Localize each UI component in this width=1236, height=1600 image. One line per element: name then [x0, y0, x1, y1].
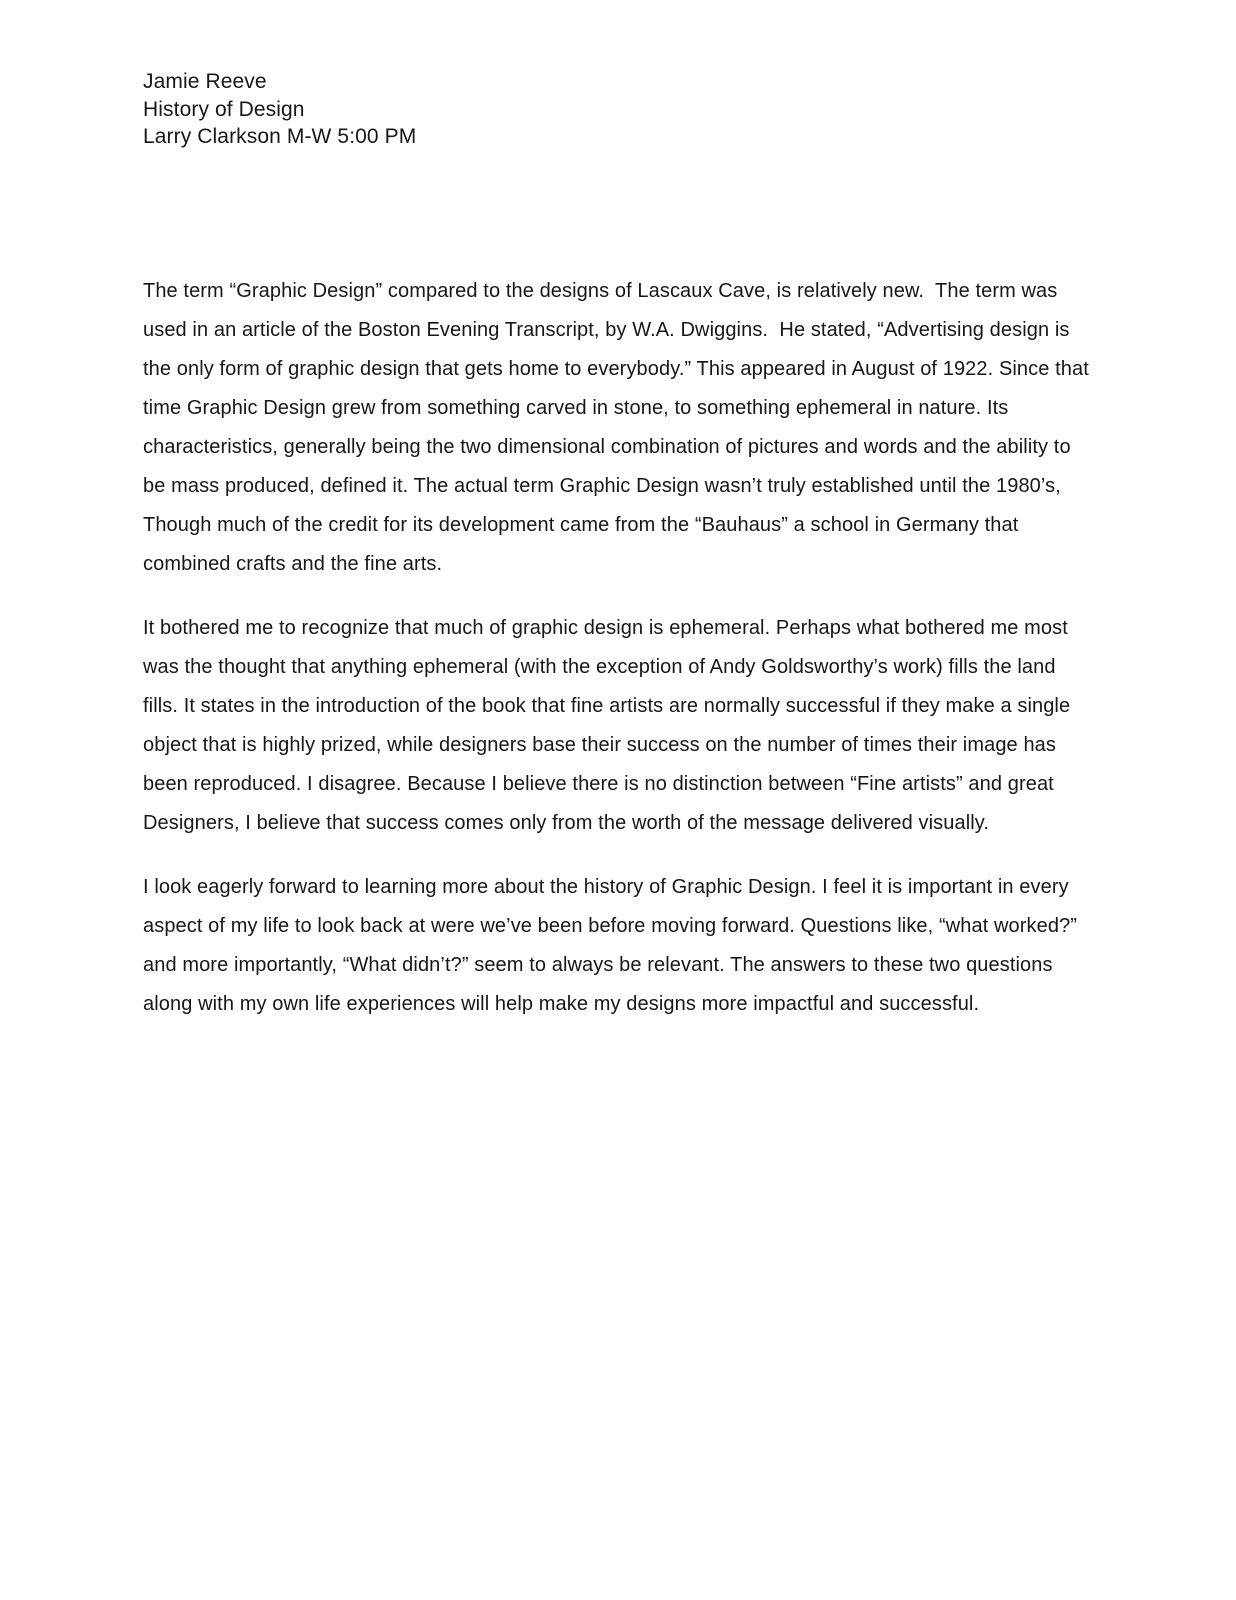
course-title: History of Design [143, 97, 305, 121]
document-body [143, 272, 1095, 1024]
paragraph-intro: The term “Graphic Design” compared to the designs of Lascaux Cave, is relatively new. The term was used in an article of the Boston Evening Transcript, by W.A. Dwiggins. He stated, “Advertising design is the only form of graphic design that gets home to everybody.” This appeared in August of 1922. Since that time Graphic Design grew from something carved in stone, to something ephemeral in nature. Its characteristics, generally being the two dimensional combination of pictures and words and the ability to be mass produced, defined it. The actual term Graphic Design wasn’t truly established until the 1980’s, Though much of the credit for its development came from the “Bauhaus” a school in Germany that combined crafts and the fine arts. [143, 279, 1095, 575]
document-header [143, 68, 1095, 151]
instructor-schedule-line: Larry Clarkson M-W 5:00 PM [143, 125, 417, 148]
author-name: Jamie Reeve [143, 70, 267, 93]
paragraph-ephemeral: It bothered me to recognize that much of graphic design is ephemeral. Perhaps what bothered me most was the thought that anything ephemeral (with the exception of Andy Goldsworthy’s work) fills the land fills. It states in the introduction of the book that fine artists are normally successful if they make a single object that is highly prized, while designers base their success on the number of times their image has been reproduced. I disagree. Because I believe there is no distinction between “Fine artists” and great Designers, I believe that success comes only from the worth of the message delivered visually. [143, 616, 1076, 834]
paragraph-conclusion: I look eagerly forward to learning more about the history of Graphic Design. I feel it is important in every aspect of my life to look back at were we’ve been before moving forward. Questions like, “what worked?” and more importantly, “What didn’t?” seem to always be relevant. The answers to these two questions along with my own life experiences will help make my designs more impactful and successful. [143, 875, 1083, 1015]
